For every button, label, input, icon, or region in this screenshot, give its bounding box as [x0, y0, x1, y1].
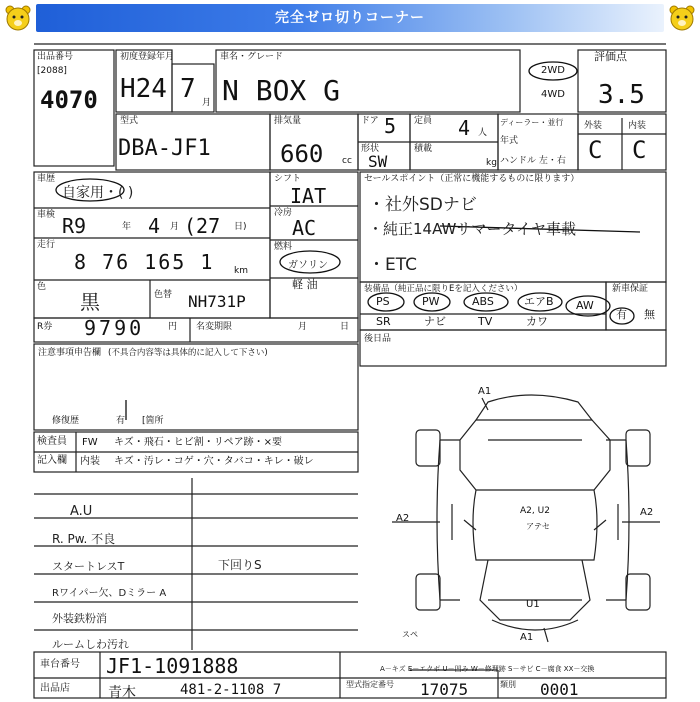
dept-label: 出品店: [40, 683, 70, 694]
dept-number: 481-2-1108 7: [180, 682, 282, 698]
cap-unit: 人: [478, 128, 488, 138]
int-grade: C: [632, 136, 647, 164]
disp-label: 排気量: [274, 116, 302, 126]
sales-label: セールスポイント（正常に機能するものに限ります）: [364, 174, 580, 184]
insp-day-unit: 日): [234, 222, 247, 232]
sales-point: ・ETC: [368, 255, 417, 275]
disp-value: 660: [280, 140, 324, 168]
mileage-value: 8 76 165 1: [74, 250, 215, 274]
chassis-label: 車台番号: [40, 659, 80, 670]
recycle-value: 9790: [84, 316, 145, 340]
equip-aw: AW: [576, 299, 594, 312]
fuel-label: 燃料: [274, 242, 293, 252]
doors-value: 5: [384, 114, 397, 138]
int-grade-label: 内装: [628, 121, 647, 131]
damage-mark: U1: [526, 599, 540, 610]
hand-note: スタートレスT: [52, 560, 125, 573]
doors-label: ドア: [361, 116, 379, 126]
dept-value: 青木: [108, 685, 136, 701]
equip-tv: TV: [478, 315, 493, 328]
diagram-legend: A－キズ E－エクボ U－凹み W－修理跡 S－サビ C－腐食 XX－交換: [380, 665, 595, 673]
score-label: 評価点: [594, 50, 627, 63]
title-day: 日: [340, 322, 350, 332]
car-name: N BOX G: [222, 74, 341, 107]
ref-value: 17075: [420, 680, 469, 699]
warranty-yes: 有: [616, 308, 627, 321]
damage-mark: A2, U2: [520, 506, 550, 516]
ext-row-label: FW: [82, 437, 98, 448]
record-label: 記入欄: [37, 455, 67, 466]
equip-abs: ABS: [472, 295, 494, 308]
first-reg-month: 7: [180, 74, 196, 104]
notes-label: 注意事項申告欄: [38, 348, 102, 358]
ref-label: 型式指定番号: [346, 680, 394, 689]
inspector-label: 検査員: [37, 436, 67, 447]
owner-label: 後日品: [364, 334, 392, 344]
mileage-unit: km: [234, 266, 248, 276]
chassis-value: JF1-1091888: [106, 654, 239, 678]
repair-label: 修復歴: [52, 416, 80, 426]
lot-label: 出品番号: [37, 52, 74, 62]
dealer-label: ディーラー・並行: [500, 118, 564, 127]
int-row-label: 内装: [80, 456, 100, 467]
hand-note: 下回りS: [218, 558, 262, 572]
score-value: 3.5: [598, 80, 645, 110]
first-reg-label: 初度登録年月: [120, 52, 175, 62]
history-value: 自家用・( ): [62, 185, 134, 201]
int-row: キズ・汚レ・コゲ・穴・タバコ・キレ・破レ: [114, 456, 314, 467]
notes-sub: (不具合内容等は具体的に記入して下さい): [108, 348, 268, 358]
sales-point: ・社外SDナビ: [368, 195, 477, 215]
inspection-label: 車検: [37, 210, 56, 220]
repair-part: [箇所: [142, 416, 164, 426]
ext-row: キズ・飛石・ヒビ割・リペア跡・×要: [114, 437, 282, 448]
hand-note: ルームしわ汚れ: [52, 638, 129, 651]
drive-4wd: 4WD: [541, 89, 565, 100]
repair-value: 有: [116, 416, 126, 426]
ext-grade-label: 外装: [584, 121, 603, 131]
cap-label: 定員: [414, 116, 433, 126]
shift-value: IAT: [290, 184, 327, 208]
color-no-label: 色替: [154, 290, 173, 300]
lot-number: 4070: [40, 86, 98, 114]
hand-note: 外装鉄粉消: [52, 612, 107, 625]
equip-label: 装備品（純正品に限りEを記入ください）: [364, 284, 523, 294]
damage-mark: アテセ: [526, 522, 550, 531]
insp-day: (27: [184, 214, 221, 238]
shape-label: 形状: [361, 144, 380, 154]
recycle-unit: 円: [168, 322, 178, 332]
fuel-value: ガソリン: [288, 260, 328, 271]
ext-grade: C: [588, 136, 603, 164]
title-month: 月: [298, 322, 308, 332]
damage-mark: A2: [396, 513, 410, 524]
color-label: 色: [37, 282, 47, 292]
ac-value: AC: [292, 216, 317, 240]
load-label: 積載: [414, 144, 433, 154]
hand-note: A.U: [70, 504, 93, 519]
recycle-label: R券: [37, 322, 53, 332]
load-unit: kg: [486, 158, 497, 168]
year-label: 年式: [500, 136, 519, 146]
fuel-alt: 軽 油: [292, 278, 318, 291]
equip-leather: カワ: [526, 315, 548, 328]
color-value: 黒: [80, 290, 100, 314]
hand-note: R. Pw. 不良: [52, 532, 116, 546]
damage-mark: A1: [478, 386, 492, 397]
handle-label: ハンドル 左・右: [500, 156, 566, 166]
disp-unit: cc: [342, 156, 352, 166]
history-label: 車歴: [37, 174, 56, 184]
insp-year-unit: 年: [122, 222, 132, 232]
ref-sub: 類別: [500, 680, 516, 689]
equip-pw: PW: [422, 295, 440, 308]
hand-note: Rワイパー欠、Dミラー A: [52, 588, 167, 599]
equip-ps: PS: [376, 295, 390, 308]
damage-mark: スペ: [402, 630, 418, 639]
ac-label: 冷房: [274, 208, 293, 218]
damage-mark: A2: [640, 507, 654, 518]
mileage-label: 走行: [37, 240, 56, 250]
shape-value: SW: [368, 152, 388, 171]
inspection-value: R9: [62, 214, 87, 238]
cap-value: 4: [458, 116, 471, 140]
first-reg-year: H24: [120, 74, 167, 104]
equip-navi: ナビ: [424, 315, 446, 328]
banner-title: 完全ゼロ切りコーナー: [275, 10, 425, 26]
equip-airbag: エアB: [524, 295, 554, 308]
month-unit: 月: [202, 98, 212, 108]
damage-mark: A1: [520, 632, 534, 643]
insp-month: 4: [148, 214, 161, 238]
insp-month-unit: 月: [170, 222, 180, 232]
ref-value-2: 0001: [540, 680, 579, 699]
sales-point: ・純正14AWサマータイヤ車載: [368, 220, 577, 238]
equip-sr: SR: [376, 315, 391, 328]
warranty-label: 新車保証: [612, 284, 649, 294]
lot-sub: [2088]: [37, 66, 67, 76]
color-no: NH731P: [188, 292, 246, 311]
warranty-no: 無: [644, 308, 655, 321]
model-label: 型式: [120, 116, 139, 126]
title-label: 名変期限: [196, 322, 233, 332]
model-value: DBA-JF1: [118, 136, 211, 161]
drive-2wd: 2WD: [541, 65, 565, 76]
shift-label: シフト: [274, 174, 302, 184]
name-label: 車名・グレード: [220, 52, 284, 62]
